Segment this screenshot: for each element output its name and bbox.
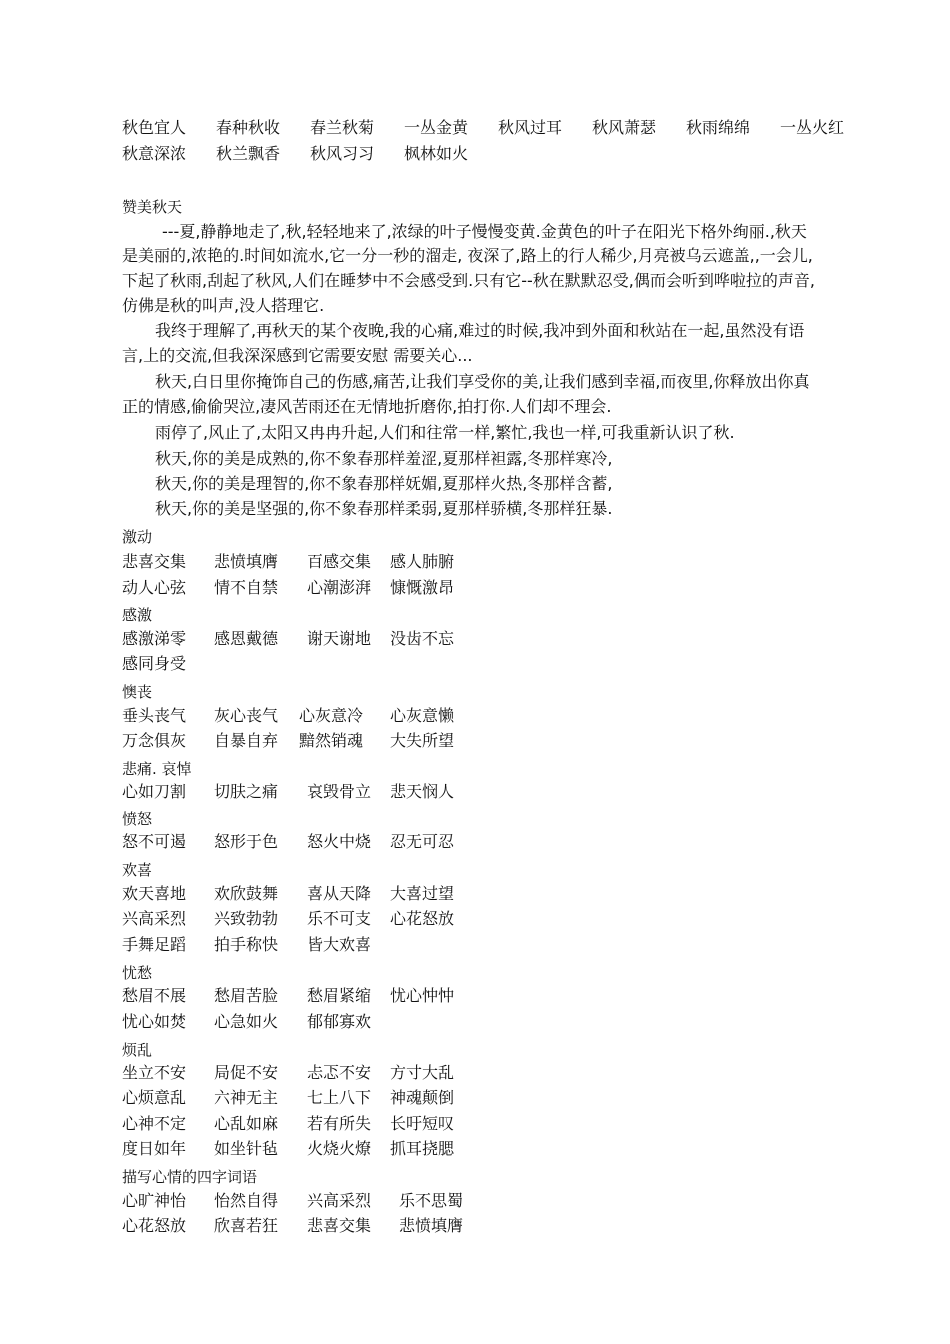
group-word: 黯然销魂: [299, 731, 364, 750]
group-word: 心旷神怡: [122, 1191, 187, 1210]
group-word: 拍手称快: [214, 935, 279, 954]
group-word: 心乱如麻: [214, 1114, 279, 1133]
group-word: 切肤之痛: [214, 782, 279, 801]
group-word: 兴高采烈: [307, 1191, 372, 1210]
essay-title: 赞美秋天: [122, 198, 183, 216]
group-word: 怒不可遏: [122, 832, 187, 851]
group-title: 烦乱: [122, 1041, 153, 1059]
group-word: 怒形于色: [214, 832, 279, 851]
group-title: 描写心情的四字词语: [122, 1168, 258, 1186]
group-word: 心灰意冷: [299, 706, 364, 725]
essay-line: 秋天,白日里你掩饰自己的伤感,痛苦,让我们享受你的美,让我们感到幸福,而夜里,你释放出你真: [155, 372, 810, 391]
group-title: 感激: [122, 606, 153, 624]
group-word: 神魂颠倒: [390, 1088, 455, 1107]
group-word: 忍无可忍: [390, 832, 455, 851]
group-word: 愁眉紧缩: [307, 986, 372, 1005]
group-word: 情不自禁: [214, 578, 279, 597]
essay-line: ---夏,静静地走了,秋,轻轻地来了,浓绿的叶子慢慢变黄.金黄色的叶子在阳光下格外绚丽.,秋天: [162, 222, 807, 241]
group-word: 郁郁寡欢: [307, 1012, 372, 1031]
group-word: 感同身受: [122, 654, 187, 673]
group-word: 火烧火燎: [307, 1139, 372, 1158]
group-word: 心烦意乱: [122, 1088, 187, 1107]
intro-word: 秋意深浓: [122, 144, 187, 163]
group-word: 动人心弦: [122, 578, 187, 597]
essay-line: 秋天,你的美是坚强的,你不象春那样柔弱,夏那样骄横,冬那样狂暴.: [155, 499, 613, 518]
group-word: 兴致勃勃: [214, 909, 279, 928]
group-title: 懊丧: [122, 683, 153, 701]
group-word: 愁眉不展: [122, 986, 187, 1005]
group-word: 欢欣鼓舞: [214, 884, 279, 903]
essay-line: 秋天,你的美是理智的,你不象春那样妩媚,夏那样火热,冬那样含蓄,: [155, 474, 613, 493]
group-word: 感激涕零: [122, 629, 187, 648]
intro-word: 秋色宜人: [122, 118, 187, 137]
essay-line: 雨停了,风止了,太阳又冉冉升起,人们和往常一样,繁忙,我也一样,可我重新认识了秋.: [155, 423, 735, 442]
group-word: 怡然自得: [214, 1191, 279, 1210]
group-word: 心潮澎湃: [307, 578, 372, 597]
group-word: 忧心忡忡: [390, 986, 455, 1005]
intro-word: 春兰秋菊: [310, 118, 375, 137]
group-word: 若有所失: [307, 1114, 372, 1133]
essay-line: 是美丽的,浓艳的.时间如流水,它一分一秒的溜走, 夜深了,路上的行人稀少,月亮被乌云遮盖,,一会儿,: [122, 246, 813, 265]
group-word: 慷慨激昂: [390, 578, 455, 597]
intro-word: 秋雨绵绵: [686, 118, 751, 137]
group-title: 欢喜: [122, 861, 153, 879]
group-word: 心花怒放: [122, 1216, 187, 1235]
group-word: 度日如年: [122, 1139, 187, 1158]
group-word: 没齿不忘: [390, 629, 455, 648]
group-title: 激动: [122, 528, 153, 546]
group-word: 心花怒放: [390, 909, 455, 928]
group-word: 心急如火: [214, 1012, 279, 1031]
group-word: 局促不安: [214, 1063, 279, 1082]
group-word: 感恩戴德: [214, 629, 279, 648]
group-word: 垂头丧气: [122, 706, 187, 725]
group-word: 灰心丧气: [214, 706, 279, 725]
intro-word: 秋风过耳: [498, 118, 563, 137]
group-word: 抓耳挠腮: [390, 1139, 455, 1158]
group-word: 欣喜若狂: [214, 1216, 279, 1235]
intro-word: 春种秋收: [216, 118, 281, 137]
intro-word: 秋风萧瑟: [592, 118, 657, 137]
intro-word: 秋风习习: [310, 144, 375, 163]
essay-line: 秋天,你的美是成熟的,你不象春那样羞涩,夏那样袒露,冬那样寒冷,: [155, 449, 613, 468]
group-word: 皆大欢喜: [307, 935, 372, 954]
group-title: 忧愁: [122, 964, 153, 982]
group-word: 悲愤填膺: [399, 1216, 464, 1235]
group-word: 喜从天降: [307, 884, 372, 903]
group-word: 乐不思蜀: [399, 1191, 464, 1210]
group-word: 哀毁骨立: [307, 782, 372, 801]
group-word: 坐立不安: [122, 1063, 187, 1082]
group-word: 百感交集: [307, 552, 372, 571]
intro-word: 一丛金黄: [404, 118, 469, 137]
intro-word: 秋兰飘香: [216, 144, 281, 163]
group-word: 愁眉苦脸: [214, 986, 279, 1005]
group-word: 方寸大乱: [390, 1063, 455, 1082]
group-word: 心灰意懒: [390, 706, 455, 725]
group-title: 悲痛. 哀悼: [122, 760, 192, 778]
essay-line: 言,上的交流,但我深深感到它需要安慰 需要关心...: [122, 346, 473, 365]
intro-word: 枫林如火: [404, 144, 469, 163]
group-word: 大失所望: [390, 731, 455, 750]
group-word: 怒火中烧: [307, 832, 372, 851]
group-word: 七上八下: [307, 1088, 372, 1107]
group-word: 如坐针毡: [214, 1139, 279, 1158]
essay-line: 下起了秋雨,刮起了秋风,人们在睡梦中不会感受到.只有它--秋在默默忍受,偶而会听到哗啦拉的声音,: [122, 271, 815, 290]
essay-line: 正的情感,偷偷哭泣,凄风苦雨还在无情地折磨你,拍打你.人们却不理会.: [122, 397, 612, 416]
group-word: 乐不可支: [307, 909, 372, 928]
group-word: 悲天悯人: [390, 782, 455, 801]
group-word: 万念俱灰: [122, 731, 187, 750]
group-word: 心神不定: [122, 1114, 187, 1133]
group-word: 心如刀割: [122, 782, 187, 801]
group-word: 大喜过望: [390, 884, 455, 903]
essay-line: 仿佛是秋的叫声,没人搭理它.: [122, 296, 325, 315]
group-word: 六神无主: [214, 1088, 279, 1107]
group-word: 谢天谢地: [307, 629, 372, 648]
essay-line: 我终于理解了,再秋天的某个夜晚,我的心痛,难过的时候,我冲到外面和秋站在一起,虽然没有语: [155, 321, 805, 340]
group-title: 愤怒: [122, 810, 153, 828]
group-word: 忧心如焚: [122, 1012, 187, 1031]
intro-word: 一丛火红: [780, 118, 845, 137]
group-word: 忐忑不安: [307, 1063, 372, 1082]
group-word: 自暴自弃: [214, 731, 279, 750]
group-word: 悲喜交集: [307, 1216, 372, 1235]
group-word: 悲愤填膺: [214, 552, 279, 571]
group-word: 长吁短叹: [390, 1114, 455, 1133]
group-word: 兴高采烈: [122, 909, 187, 928]
group-word: 感人肺腑: [390, 552, 455, 571]
group-word: 欢天喜地: [122, 884, 187, 903]
group-word: 手舞足蹈: [122, 935, 187, 954]
group-word: 悲喜交集: [122, 552, 187, 571]
